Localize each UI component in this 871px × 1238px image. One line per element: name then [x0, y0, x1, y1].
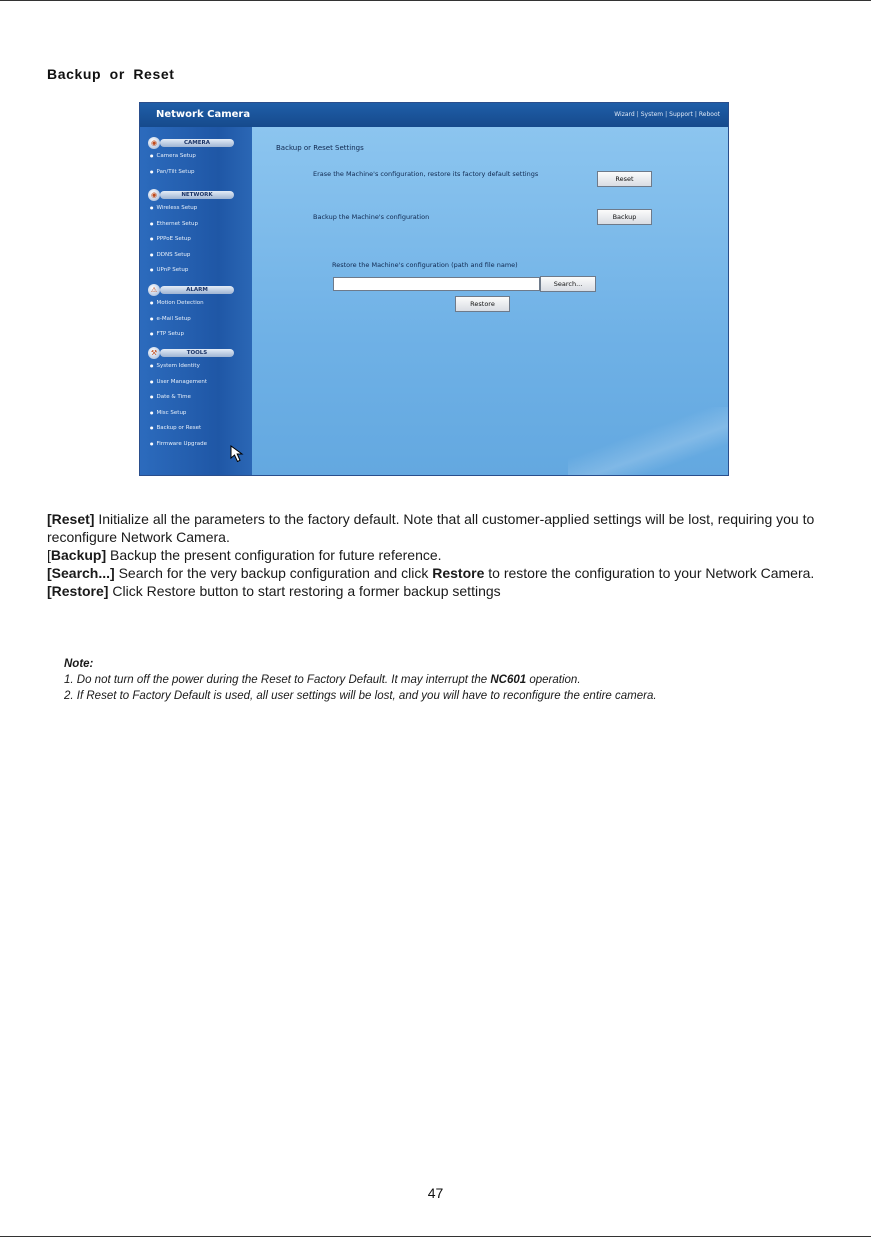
description-reset-text: Initialize all the parameters to the factory default. Note that all customer-applied settings will be lost, requiring you to reconfigure Network Camera.	[47, 511, 815, 545]
description-text	[47, 510, 837, 600]
top-rule	[0, 0, 871, 1]
network-icon: ◉	[148, 189, 160, 201]
description-backup-text: Backup the present configuration for future reference.	[106, 547, 442, 563]
background-swoosh	[568, 407, 728, 476]
description-search-text-after: to restore the configuration to your Network Camera.	[484, 565, 815, 581]
bottom-rule	[0, 1236, 871, 1237]
sidebar-item-camera-setup[interactable]: ● Camera Setup	[146, 150, 246, 166]
restore-path-input[interactable]	[333, 277, 540, 291]
restore-button[interactable]: Restore	[455, 296, 510, 312]
sidebar-item-ethernet-setup[interactable]: ● Ethernet Setup	[146, 218, 246, 234]
term-backup-prefix: [	[47, 547, 51, 563]
screenshot-figure	[139, 102, 729, 476]
sidebar-item-pan-tilt-setup[interactable]: ● Pan/Tilt Setup	[146, 166, 246, 182]
restore-label: Restore the Machine's configuration (path and file name)	[332, 261, 518, 269]
mouse-cursor-icon	[230, 445, 248, 463]
top-link-system[interactable]: System	[640, 111, 664, 118]
note-block	[64, 656, 844, 704]
sidebar-item-pppoe-setup[interactable]: ● PPPoE Setup	[146, 233, 246, 249]
description-reset	[47, 510, 837, 546]
sidebar-item-firmware-upgrade[interactable]: ● Firmware Upgrade	[146, 438, 246, 454]
top-link-separator: |	[636, 111, 639, 118]
sidebar-item-ddns-setup[interactable]: ● DDNS Setup	[146, 249, 246, 265]
content-heading: Backup or Reset Settings	[276, 144, 364, 152]
sidebar-group-label: CAMERA	[160, 139, 234, 147]
camera-icon: ◉	[148, 137, 160, 149]
inline-restore: Restore	[432, 565, 485, 581]
section-title: Backup or Reset	[47, 66, 175, 82]
top-link-reboot[interactable]: Reboot	[698, 111, 720, 118]
description-restore	[47, 582, 837, 600]
sidebar-item-system-identity[interactable]: ● System Identity	[146, 360, 246, 376]
sidebar-group-label: NETWORK	[160, 191, 234, 199]
reset-button[interactable]: Reset	[597, 171, 652, 187]
description-restore-text: Click Restore button to start restoring a former backup settings	[108, 583, 501, 599]
sidebar-group-tools	[146, 346, 246, 453]
sidebar-item-wireless-setup[interactable]: ● Wireless Setup	[146, 202, 246, 218]
sidebar-item-misc-setup[interactable]: ● Misc Setup	[146, 407, 246, 423]
term-backup: Backup]	[50, 547, 107, 563]
sidebar-group-label: TOOLS	[160, 349, 234, 357]
sidebar-group-alarm	[146, 283, 246, 344]
top-links	[614, 111, 720, 118]
term-reset: [Reset]	[47, 511, 95, 527]
page-number: 47	[427, 1185, 444, 1201]
note-line-1	[64, 672, 844, 688]
sidebar-group-label: ALARM	[160, 286, 234, 294]
sidebar-item-motion-detection[interactable]: ● Motion Detection	[146, 297, 246, 313]
sidebar-item-email-setup[interactable]: ● e-Mail Setup	[146, 313, 246, 329]
note-line-2: 2. If Reset to Factory Default is used, all user settings will be lost, and you will have to reconfigure the entire camera.	[64, 690, 657, 702]
note-model: NC601	[490, 674, 527, 686]
description-search-text: Search for the very backup configuration and click	[114, 565, 433, 581]
description-search	[47, 564, 837, 582]
sidebar	[140, 127, 252, 476]
content-panel	[252, 127, 728, 476]
note-label: Note:	[64, 658, 94, 670]
erase-description: Erase the Machine's configuration, restore its factory default settings	[313, 170, 539, 178]
note-line-1-text: 1. Do not turn off the power during the Reset to Factory Default. It may interrupt the	[64, 674, 491, 686]
backup-description: Backup the Machine's configuration	[313, 213, 430, 221]
top-link-support[interactable]: Support	[669, 111, 693, 118]
app-title: Network Camera	[156, 109, 251, 120]
term-search: [Search...]	[47, 565, 115, 581]
sidebar-item-backup-or-reset[interactable]: ● Backup or Reset	[146, 422, 246, 438]
search-button[interactable]: Search...	[540, 276, 596, 292]
top-link-separator: |	[694, 111, 697, 118]
backup-button[interactable]: Backup	[597, 209, 652, 225]
app-header	[140, 103, 728, 127]
tools-icon: ⚒	[148, 347, 160, 359]
note-line-1-end: operation.	[526, 674, 581, 686]
description-backup	[47, 546, 837, 564]
top-link-wizard[interactable]: Wizard	[614, 111, 635, 118]
sidebar-item-upnp-setup[interactable]: ● UPnP Setup	[146, 264, 246, 280]
sidebar-item-ftp-setup[interactable]: ● FTP Setup	[146, 328, 246, 344]
sidebar-group-camera	[146, 136, 246, 181]
sidebar-group-network	[146, 188, 246, 280]
sidebar-item-user-management[interactable]: ● User Management	[146, 376, 246, 392]
top-link-separator: |	[665, 111, 668, 118]
alarm-icon: ⚠	[148, 284, 160, 296]
sidebar-item-date-time[interactable]: ● Date & Time	[146, 391, 246, 407]
term-restore: [Restore]	[47, 583, 109, 599]
